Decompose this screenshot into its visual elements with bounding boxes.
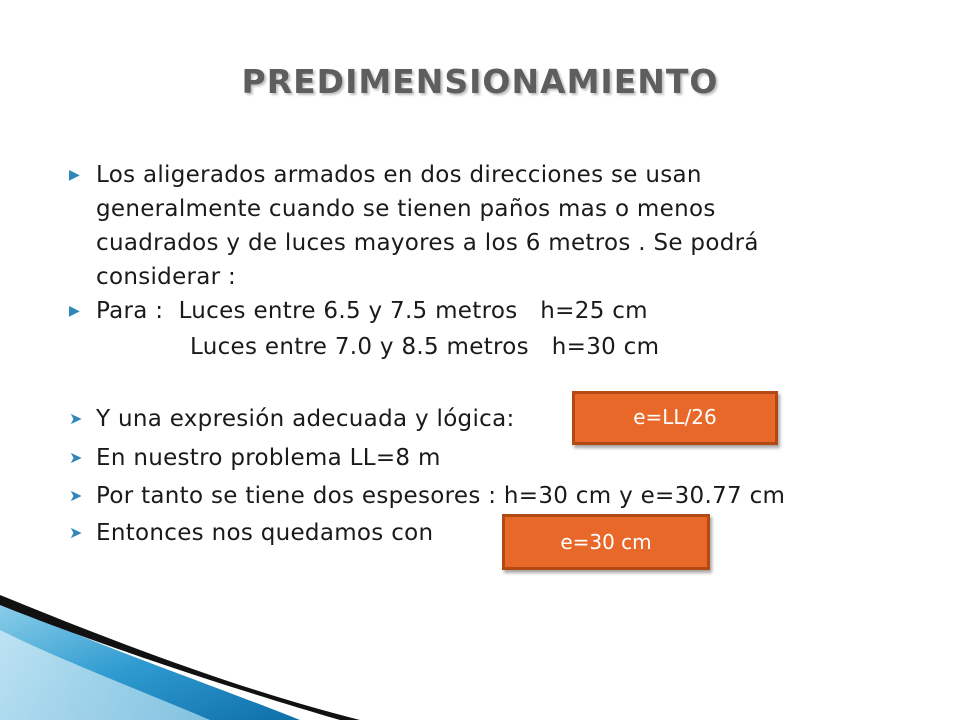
arrow-bullet-icon: ➤ [69, 409, 83, 428]
bullet-item-4 [69, 441, 816, 475]
arrow-bullet-icon: ➤ [69, 448, 83, 467]
triangle-bullet-icon: ▶ [69, 303, 81, 319]
bullet-item-2 [69, 294, 816, 328]
arrow-bullet-icon: ➤ [69, 486, 83, 505]
bullet-text-6: Entonces nos quedamos con [96, 520, 434, 546]
formula-box: e=LL/26 [572, 391, 778, 445]
bullet-text-4: En nuestro problema LL=8 m [96, 445, 441, 471]
bullet-text-5: Por tanto se tiene dos espesores : h=30 cm y e=30.77 cm [96, 483, 786, 509]
result-box: e=30 cm [502, 514, 710, 570]
decorative-swoosh [0, 560, 420, 720]
arrow-bullet-icon: ➤ [69, 523, 83, 542]
bullet-text-3: Y una expresión adecuada y lógica: [96, 406, 515, 432]
bullet-text-2: Para : Luces entre 6.5 y 7.5 metros h=25 cm [96, 298, 648, 324]
slide-title: PREDIMENSIONAMIENTO [241, 62, 719, 101]
bullet-text-1: Los aligerados armados en dos direcciones se usan generalmente cuando se tienen paños mas o menos cuadrados y de luces mayores a los 6 metros . Se podrá considerar : [96, 162, 759, 290]
bullet-2-continuation: Luces entre 7.0 y 8.5 metros h=30 cm [190, 334, 660, 360]
triangle-bullet-icon: ▶ [69, 167, 81, 183]
bullet-item-1 [69, 158, 816, 294]
bullet-item-5 [69, 479, 816, 513]
